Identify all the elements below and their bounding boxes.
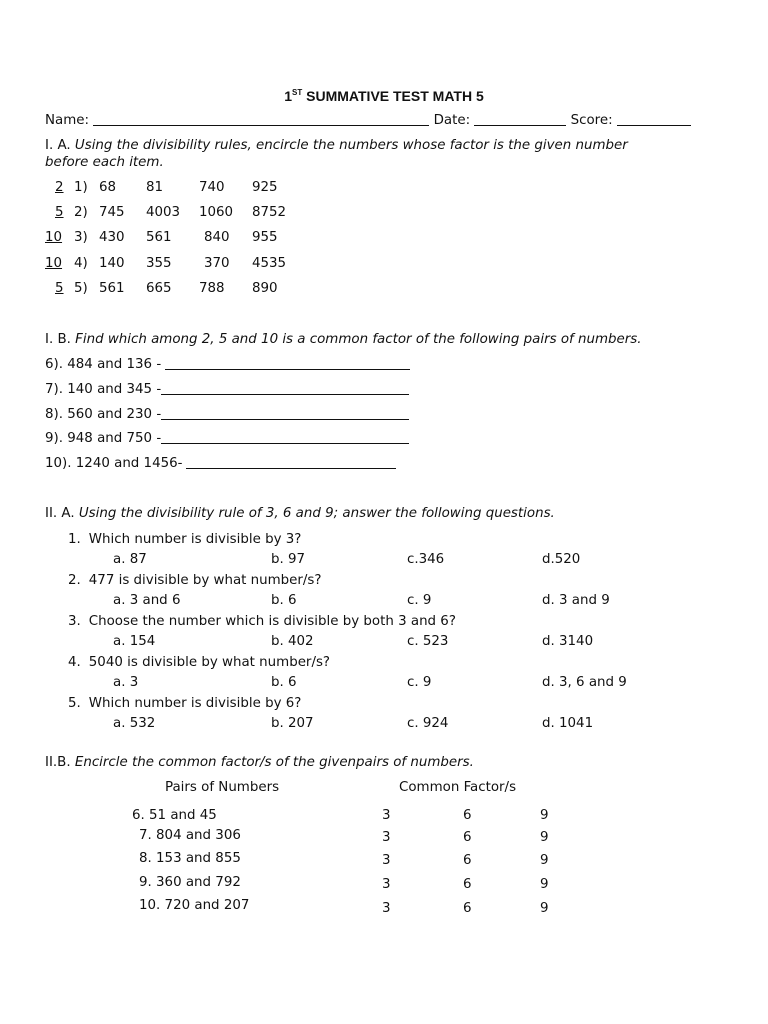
question: [68, 696, 301, 711]
part1a-instruction-text: Using the divisibility rules, encircle the numbers whose factor is the given number: [74, 138, 628, 153]
number-choice[interactable]: 370: [204, 256, 230, 271]
answer-option[interactable]: c. 9: [407, 593, 432, 608]
question-text: 477 is divisible by what number/s?: [88, 573, 322, 588]
factor-choice[interactable]: 9: [540, 853, 549, 868]
number-choice[interactable]: 740: [199, 180, 225, 195]
title-number: 1: [284, 88, 293, 104]
part1b-item: [45, 456, 396, 471]
answer-option[interactable]: a. 154: [113, 634, 156, 649]
factor-choice[interactable]: 3: [382, 808, 391, 823]
part2a-instruction: [45, 506, 555, 521]
answer-option[interactable]: a. 3: [113, 675, 139, 690]
factor-choice[interactable]: 6: [463, 901, 472, 916]
answer-option[interactable]: b. 402: [271, 634, 314, 649]
part1b-instruction: [45, 332, 642, 347]
name-label: Name:: [45, 113, 90, 128]
answer-option[interactable]: c.346: [407, 552, 445, 567]
question-text: Which number is divisible by 6?: [88, 696, 302, 711]
answer-option[interactable]: a. 87: [113, 552, 147, 567]
number-choice[interactable]: 430: [99, 230, 125, 245]
factors-column-header: Common Factor/s: [399, 780, 517, 795]
factor-choice[interactable]: 6: [463, 830, 472, 845]
answer-option[interactable]: b. 97: [271, 552, 306, 567]
part2b-label: II.B.: [45, 755, 71, 770]
part1b-instruction-text: Find which among 2, 5 and 10 is a common factor of the following pairs of numbers.: [75, 332, 642, 347]
number-choice[interactable]: 955: [252, 230, 278, 245]
number-pair: 8. 153 and 855: [139, 851, 241, 866]
answer-option[interactable]: c. 924: [407, 716, 449, 731]
number-choice[interactable]: 140: [99, 256, 125, 271]
number-pair: 7. 804 and 306: [139, 828, 241, 843]
item-text: 8). 560 and 230 -: [45, 407, 162, 422]
question-number: 2.: [68, 573, 81, 588]
number-choice[interactable]: 561: [146, 230, 172, 245]
number-choice[interactable]: 355: [146, 256, 172, 271]
item-text: 9). 948 and 750 -: [45, 431, 162, 446]
number-choice[interactable]: 561: [99, 281, 125, 296]
part1a-item: [45, 281, 305, 299]
part1b-item: [45, 431, 409, 446]
answer-option[interactable]: c. 9: [407, 675, 432, 690]
given-factor: 5: [55, 205, 64, 220]
factor-choice[interactable]: 3: [382, 877, 391, 892]
number-choice[interactable]: 665: [146, 281, 172, 296]
number-choice[interactable]: 4003: [146, 205, 181, 220]
given-factor: 10: [45, 256, 63, 271]
item-text: 7). 140 and 345 -: [45, 382, 162, 397]
item-number: 3): [74, 230, 88, 245]
number-choice[interactable]: 68: [99, 180, 117, 195]
question-number: 4.: [68, 655, 81, 670]
item-number: 2): [74, 205, 88, 220]
question-text: Which number is divisible by 3?: [88, 532, 302, 547]
number-choice[interactable]: 81: [146, 180, 164, 195]
date-label: Date:: [433, 113, 471, 128]
answer-option[interactable]: b. 207: [271, 716, 314, 731]
part1b-label: I. B.: [45, 332, 71, 347]
number-pair: 9. 360 and 792: [139, 875, 241, 890]
number-choice[interactable]: 1060: [199, 205, 234, 220]
factor-choice[interactable]: 9: [540, 877, 549, 892]
answer-option[interactable]: d. 3 and 9: [542, 593, 610, 608]
score-blank[interactable]: [617, 113, 691, 126]
title-superscript: ST: [292, 88, 303, 97]
question: [68, 614, 456, 629]
question: [68, 573, 322, 588]
given-factor: 5: [55, 281, 64, 296]
pairs-column-header: Pairs of Numbers: [165, 780, 280, 795]
part2b-instruction: [45, 755, 474, 770]
number-choice[interactable]: 745: [99, 205, 125, 220]
answer-option[interactable]: d. 3, 6 and 9: [542, 675, 627, 690]
title-text: SUMMATIVE TEST MATH 5: [302, 88, 484, 104]
item-number: 5): [74, 281, 88, 296]
question-number: 5.: [68, 696, 81, 711]
given-factor: 2: [55, 180, 64, 195]
factor-choice[interactable]: 6: [463, 853, 472, 868]
part1a-instruction-cont: before each item.: [45, 155, 164, 170]
factor-choice[interactable]: 3: [382, 901, 391, 916]
answer-blank[interactable]: [161, 382, 409, 395]
part2a-label: II. A.: [45, 506, 75, 521]
given-factor: 10: [45, 230, 63, 245]
factor-choice[interactable]: 9: [540, 830, 549, 845]
score-label: Score:: [570, 113, 613, 128]
item-number: 4): [74, 256, 88, 271]
part1b-item: [45, 407, 409, 422]
answer-blank[interactable]: [186, 456, 396, 469]
answer-option[interactable]: c. 523: [407, 634, 449, 649]
question: [68, 532, 301, 547]
item-text: 6). 484 and 136 -: [45, 357, 162, 372]
number-choice[interactable]: 925: [252, 180, 278, 195]
answer-option[interactable]: b. 6: [271, 593, 297, 608]
number-pair: 6. 51 and 45: [132, 808, 217, 823]
answer-option[interactable]: d. 1041: [542, 716, 594, 731]
question: [68, 655, 330, 670]
name-blank[interactable]: [93, 113, 429, 126]
factor-choice[interactable]: 9: [540, 808, 549, 823]
part1a-instruction: [45, 138, 628, 153]
answer-option[interactable]: a. 3 and 6: [113, 593, 181, 608]
number-choice[interactable]: 840: [204, 230, 230, 245]
part2b-instruction-text: Encircle the common factor/s of the givenpairs of numbers.: [74, 755, 474, 770]
answer-blank[interactable]: [161, 431, 409, 444]
date-blank[interactable]: [474, 113, 566, 126]
question-text: 5040 is divisible by what number/s?: [88, 655, 331, 670]
factor-choice[interactable]: 9: [540, 901, 549, 916]
question-number: 3.: [68, 614, 81, 629]
factor-choice[interactable]: 6: [463, 877, 472, 892]
answer-option[interactable]: b. 6: [271, 675, 297, 690]
part1a-item: [45, 180, 305, 198]
number-choice[interactable]: 890: [252, 281, 278, 296]
item-number: 1): [74, 180, 88, 195]
header-line: [45, 113, 691, 128]
part2a-instruction-text: Using the divisibility rule of 3, 6 and 9; answer the following questions.: [78, 506, 555, 521]
answer-blank[interactable]: [161, 407, 409, 420]
number-choice[interactable]: 4535: [252, 256, 287, 271]
answer-option[interactable]: d.520: [542, 552, 581, 567]
part1b-item: [45, 357, 410, 372]
part1a-label: I. A.: [45, 138, 71, 153]
answer-option[interactable]: a. 532: [113, 716, 156, 731]
answer-option[interactable]: d. 3140: [542, 634, 594, 649]
item-text: 10). 1240 and 1456-: [45, 456, 183, 471]
number-choice[interactable]: 8752: [252, 205, 287, 220]
page-title: [0, 88, 768, 104]
factor-choice[interactable]: 3: [382, 830, 391, 845]
factor-choice[interactable]: 3: [382, 853, 391, 868]
part1a-item: [45, 256, 305, 274]
part1b-item: [45, 382, 409, 397]
part1a-item: [45, 205, 305, 223]
number-choice[interactable]: 788: [199, 281, 225, 296]
part1a-item: [45, 230, 305, 248]
answer-blank[interactable]: [165, 357, 410, 370]
number-pair: 10. 720 and 207: [139, 898, 250, 913]
factor-choice[interactable]: 6: [463, 808, 472, 823]
question-number: 1.: [68, 532, 81, 547]
question-text: Choose the number which is divisible by both 3 and 6?: [88, 614, 456, 629]
